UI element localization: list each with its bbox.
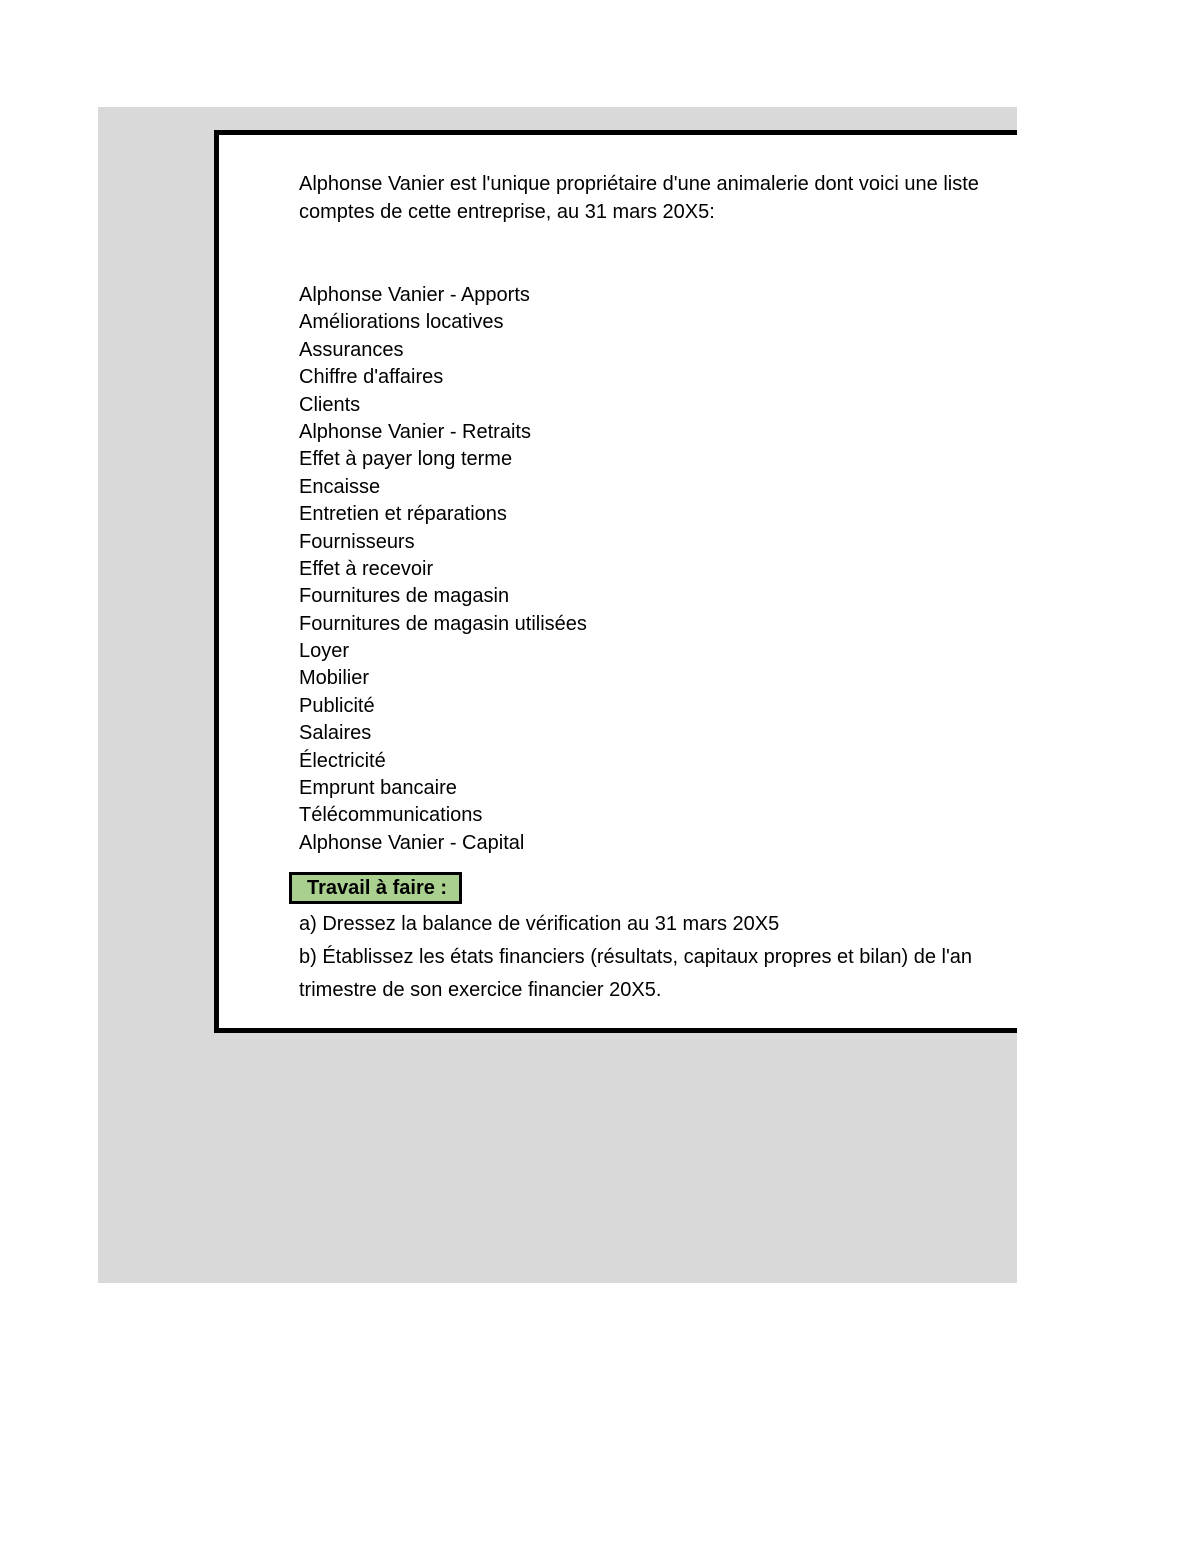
account-item: Alphonse Vanier - Retraits <box>299 420 531 443</box>
account-item: Électricité <box>299 749 386 772</box>
task-a: a) Dressez la balance de vérification au 31 mars 20X5 <box>299 913 780 935</box>
sheet-area <box>98 107 1017 1283</box>
task-label: Travail à faire : <box>289 872 462 904</box>
intro-line-2: comptes de cette entreprise, au 31 mars 20X5: <box>299 201 715 223</box>
task-b-line-2: trimestre de son exercice financier 20X5. <box>299 979 662 1001</box>
intro-paragraph <box>299 170 1017 226</box>
account-item: Chiffre d'affaires <box>299 366 444 389</box>
tasks-section <box>299 910 1017 1010</box>
account-item: Fournisseurs <box>299 530 415 553</box>
account-item: Entretien et réparations <box>299 503 507 526</box>
account-item: Effet à payer long terme <box>299 448 513 471</box>
account-item: Alphonse Vanier - Capital <box>299 831 525 854</box>
account-item: Fournitures de magasin utilisées <box>299 612 587 635</box>
account-item: Télécommunications <box>299 804 483 827</box>
account-item: Fournitures de magasin <box>299 585 510 608</box>
exercise-frame <box>214 130 1017 1033</box>
account-item: Emprunt bancaire <box>299 777 457 800</box>
account-item: Clients <box>299 393 361 416</box>
intro-line-1: Alphonse Vanier est l'unique propriétaire d'une animalerie dont voici une liste <box>299 173 979 195</box>
account-item: Effet à recevoir <box>299 557 434 580</box>
account-item: Loyer <box>299 640 350 663</box>
account-item: Publicité <box>299 694 375 717</box>
account-item: Alphonse Vanier - Apports <box>299 284 530 306</box>
accounts-list <box>299 282 587 857</box>
exercise-content <box>299 170 1017 1001</box>
task-b-line-1: b) Établissez les états financiers (résultats, capitaux propres et bilan) de l'an <box>299 946 973 968</box>
account-item: Améliorations locatives <box>299 311 504 334</box>
account-item: Assurances <box>299 338 404 361</box>
account-item: Salaires <box>299 722 372 745</box>
account-item: Mobilier <box>299 667 370 690</box>
account-item: Encaisse <box>299 475 381 498</box>
